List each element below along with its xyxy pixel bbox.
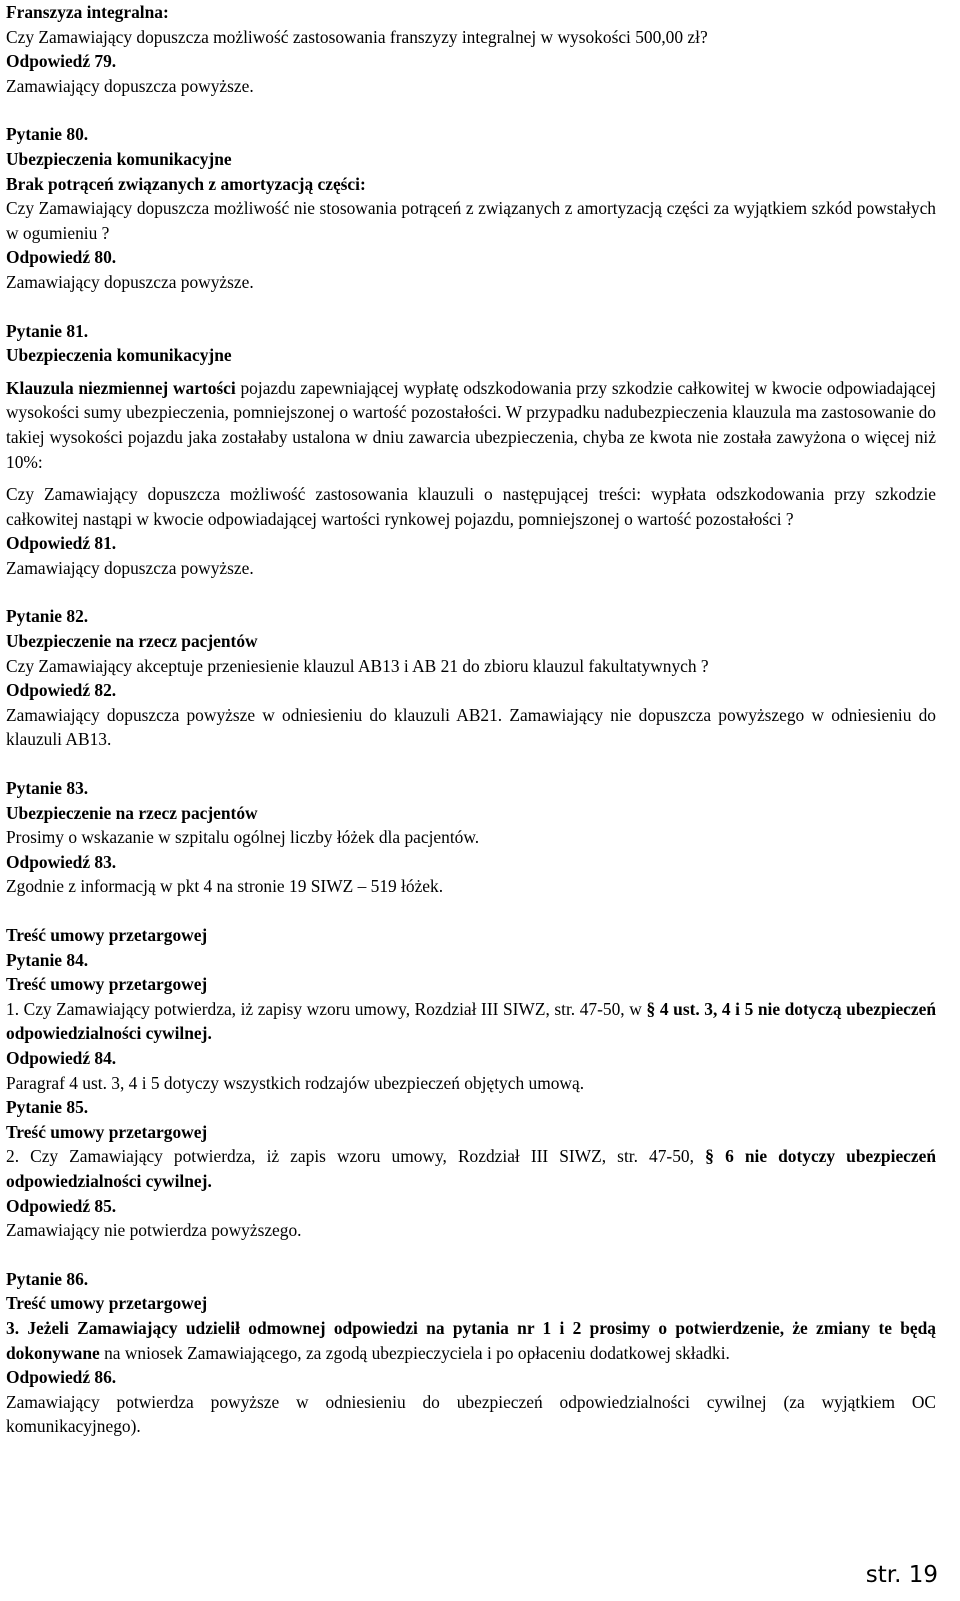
paragraph-sign: § [646,998,656,1019]
answer-84-text: Paragraf 4 ust. 3, 4 i 5 dotyczy wszystkich rodzajów ubezpieczeń objętych umową. [6,1072,585,1093]
question-84-text: 1. Czy Zamawiający potwierdza, iż zapisy wzoru umowy, Rozdział III SIWZ, str. 47-50, w § 4 ust. 3, 4 i 5 nie dotyczą ubezpieczeń odpowiedzialności cywilnej. [6,998,936,1044]
answer-85-heading: Odpowiedź 85. [6,1195,117,1216]
answer-79-heading: Odpowiedź 79. [6,51,117,72]
question-81-heading: Pytanie 81. [6,320,89,341]
question-85-heading: Pytanie 85. [6,1097,89,1118]
answer-85-text: Zamawiający nie potwierdza powyższego. [6,1220,302,1241]
question-85-topic: Treść umowy przetargowej [6,1121,208,1142]
answer-84-heading: Odpowiedź 84. [6,1047,117,1068]
question-86-topic: Treść umowy przetargowej [6,1293,208,1314]
question-80-text: Czy Zamawiający dopuszcza możliwość nie stosowania potrąceń z związanych z amortyzacją części za wyjątkiem szkód powstałych w ogumieniu ? [6,198,936,243]
answer-80-heading: Odpowiedź 80. [6,247,117,268]
question-80-topic: Ubezpieczenia komunikacyjne [6,148,232,169]
question-81-text: Czy Zamawiający dopuszcza możliwość zastosowania klauzuli o następującej treści: wypłata odszkodowania przy szkodzie całkowitej nastąpi w kwocie odpowiadającej wartości rynkowej pojazdu, pomniejszonej o wartość pozostałości ? [6,484,936,529]
question-83-heading: Pytanie 83. [6,778,89,799]
question-84-topic: Treść umowy przetargowej [6,974,208,995]
section-title: Treść umowy przetargowej [6,925,208,945]
answer-82-heading: Odpowiedź 82. [6,680,117,701]
answer-86-heading: Odpowiedź 86. [6,1367,117,1388]
question-84-heading: Pytanie 84. [6,949,89,970]
question-80-heading: Pytanie 80. [6,124,89,145]
question-82-heading: Pytanie 82. [6,606,89,627]
document-page [6,0,936,1439]
answer-86-text: Zamawiający potwierdza powyższe w odniesieniu do ubezpieczeń odpowiedzialności cywilnej (za wyjątkiem OC komunikacyjnego). [6,1391,936,1437]
paragraph-sign: § [705,1146,714,1167]
franchise-heading: Franszyza integralna: [6,2,169,22]
question-81-clause [6,376,936,474]
answer-81-text: Zamawiający dopuszcza powyższe. [6,557,254,578]
answer-79-text: Zamawiający dopuszcza powyższe. [6,75,254,96]
question-85-text: 2. Czy Zamawiający potwierdza, iż zapis wzoru umowy, Rozdział III SIWZ, str. 47-50, § 6 nie dotyczy ubezpieczeń odpowiedzialności cywilnej. [6,1146,936,1191]
question-82-text: Czy Zamawiający akceptuje przeniesienie klauzul AB13 i AB 21 do zbioru klauzul fakultatywnych ? [6,655,709,676]
clause-lead: Klauzula niezmiennej wartości [6,377,236,398]
answer-81-heading: Odpowiedź 81. [6,533,117,554]
clause-text: pojazdu zapewniającej wypłatę odszkodowania przy szkodzie całkowitej w kwocie odpowiadającej wysokości sumy ubezpieczenia, pomniejszonej o wartość pozostałości. W przypadku nadubezpieczenia klauzula ma zastosowanie do takiej wysokości pojazdu jaka zostałaby ustalona w dniu zawarcia ubezpieczenia, chyba ze kwota nie została zawyżona o więcej niż 10%: [6,377,936,472]
answer-80-text: Zamawiający dopuszcza powyższe. [6,271,254,292]
answer-83-text: Zgodnie z informacją w pkt 4 na stronie 19 SIWZ – 519 łóżek. [6,876,444,897]
answer-83-heading: Odpowiedź 83. [6,851,117,872]
question-81-topic: Ubezpieczenia komunikacyjne [6,345,232,366]
page-number: str. 19 [865,1562,938,1588]
question-80-subtopic: Brak potrąceń związanych z amortyzacją części: [6,173,366,194]
answer-82-text: Zamawiający dopuszcza powyższe w odniesieniu do klauzuli AB21. Zamawiający nie dopuszcza powyższego w odniesieniu do klauzuli AB13. [6,704,936,750]
question-83-text: Prosimy o wskazanie w szpitalu ogólnej liczby łóżek dla pacjentów. [6,827,480,848]
question-86-heading: Pytanie 86. [6,1268,89,1289]
question-83-topic: Ubezpieczenie na rzecz pacjentów [6,802,258,823]
question-82-topic: Ubezpieczenie na rzecz pacjentów [6,631,258,652]
question-86-text: 3. Jeżeli Zamawiający udzielił odmownej odpowiedzi na pytania nr 1 i 2 prosimy o potwierdzenie, że zmiany te będą dokonywane na wniosek Zamawiającego, za zgodą ubezpieczyciela i po opłaceniu dodatkowej składki. [6,1317,936,1363]
question-79-text: Czy Zamawiający dopuszcza możliwość zastosowania franszyzy integralnej w wysokości 500,00 zł? [6,26,708,47]
